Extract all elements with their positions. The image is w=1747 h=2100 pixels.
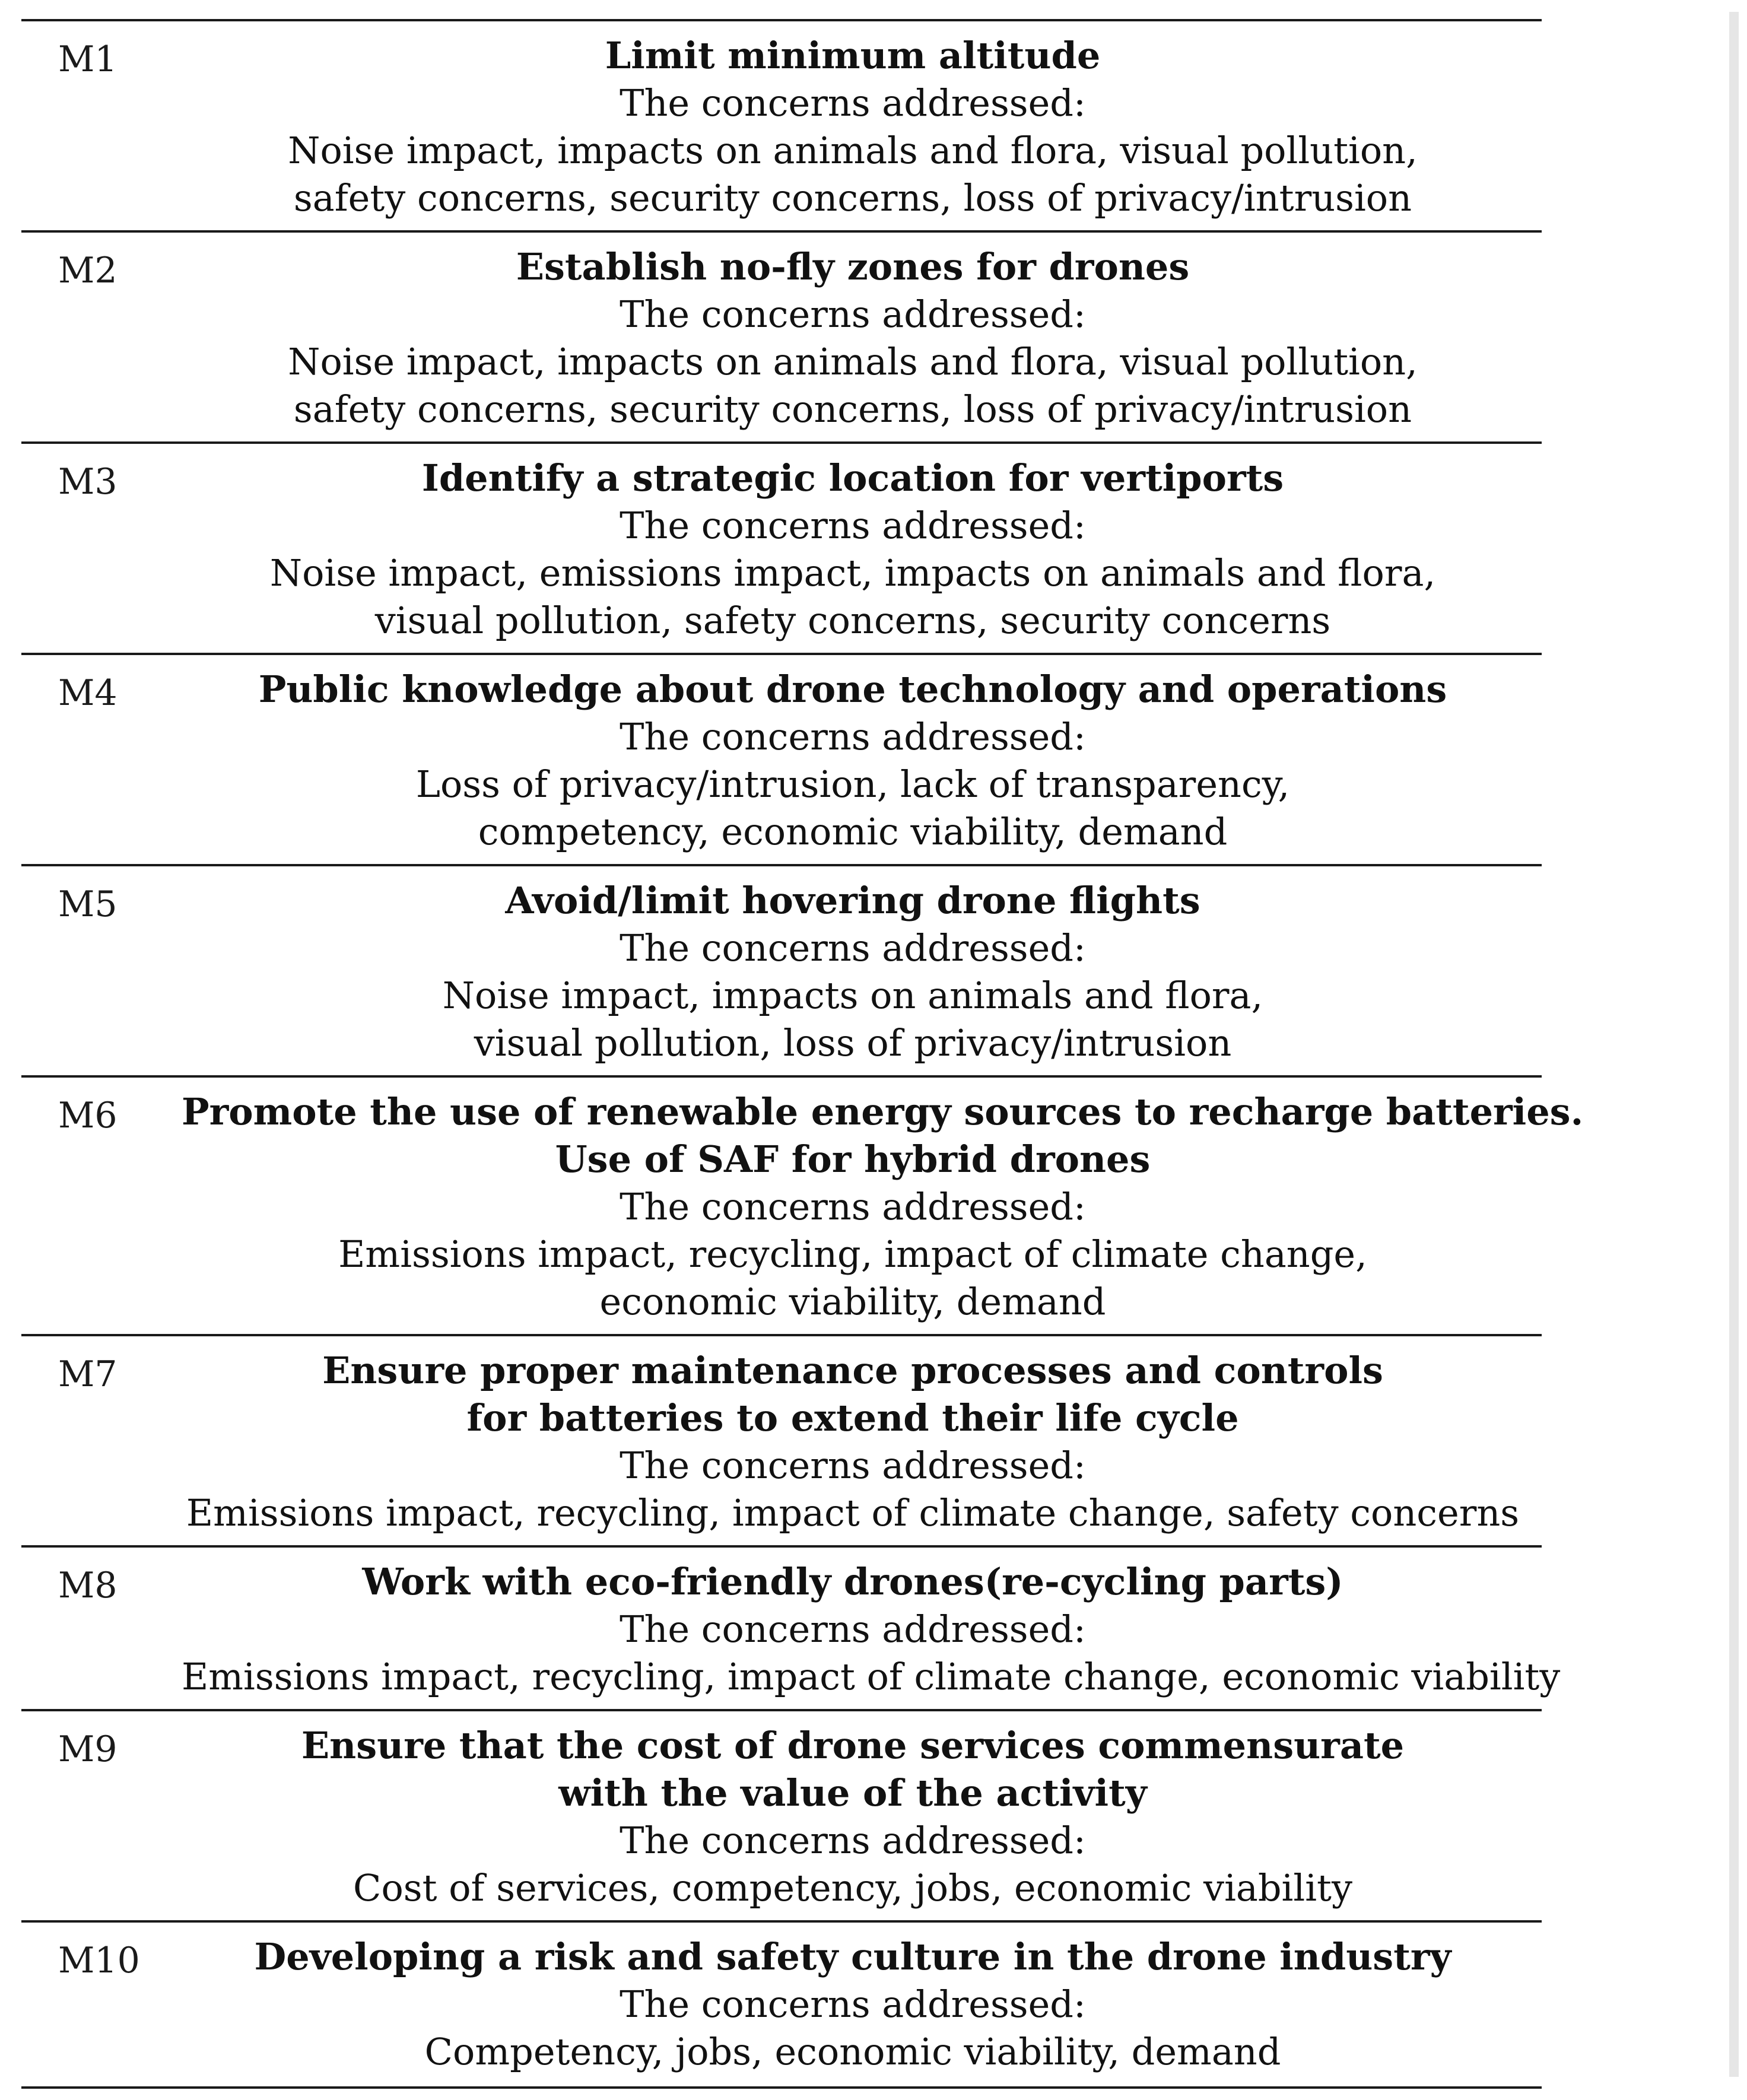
concerns-heading: The concerns addressed: [620,1185,1086,1228]
table-row [21,1336,1542,1545]
concerns-heading: The concerns addressed: [620,504,1086,547]
measures-table [21,19,1584,2089]
measure-title: Identify a strategic location for vertiports [421,456,1284,500]
measure-body [182,1558,1561,1701]
concerns-text: Competency, jobs, economic viability, demand [424,2030,1281,2073]
table-row [21,444,1542,653]
measure-title: for batteries to extend their life cycle [466,1396,1239,1440]
concerns-text: Noise impact, impacts on animals and flora, visual pollution, [288,340,1418,383]
measure-id: M9 [58,1729,117,1770]
measure-title: Ensure proper maintenance processes and controls [322,1349,1383,1392]
measure-id: M7 [58,1354,117,1395]
table-row [21,1923,1542,2086]
concerns-text: Noise impact, emissions impact, impacts on animals and flora, [269,551,1436,595]
measure-body [182,1347,1524,1537]
concerns-heading: The concerns addressed: [620,1819,1086,1862]
table-row [21,1711,1542,1920]
concerns-heading: The concerns addressed: [620,1983,1086,2026]
measure-title: Avoid/limit hovering drone flights [505,879,1200,922]
measure-id: M1 [58,39,117,80]
table-row [21,21,1542,230]
concerns-heading: The concerns addressed: [620,926,1086,970]
measure-body [182,455,1524,644]
measure-body [182,32,1524,222]
concerns-text: Emissions impact, recycling, impact of climate change, safety concerns [186,1491,1520,1535]
measure-title: Developing a risk and safety culture in the drone industry [254,1935,1451,1978]
concerns-heading: The concerns addressed: [620,715,1086,758]
measure-title: Work with eco-friendly drones(re-cycling parts) [362,1560,1343,1603]
measure-body [182,1722,1524,1912]
measure-body [182,243,1524,433]
table-rule [21,2086,1542,2089]
concerns-text: Noise impact, impacts on animals and flora, visual pollution, [288,129,1418,172]
measure-body [182,666,1524,856]
measure-title: Use of SAF for hybrid drones [555,1138,1151,1181]
concerns-text: safety concerns, security concerns, loss of privacy/intrusion [293,176,1412,220]
measure-id: M5 [58,884,117,925]
concerns-text: competency, economic viability, demand [478,810,1228,853]
measure-body [182,1088,1584,1326]
measure-id: M3 [58,461,117,503]
measure-id: M4 [58,672,117,714]
table-row [21,655,1542,864]
measure-id: M2 [58,250,117,291]
concerns-text: Noise impact, impacts on animals and flora, [442,974,1263,1017]
concerns-heading: The concerns addressed: [620,293,1086,336]
measure-id: M6 [58,1095,117,1136]
measure-title: with the value of the activity [558,1771,1147,1815]
vertical-scrollbar[interactable] [1721,0,1747,2100]
scrollbar-thumb[interactable] [1729,12,1739,2077]
measure-title: Public knowledge about drone technology and operations [258,668,1447,711]
table-row [21,233,1542,441]
concerns-heading: The concerns addressed: [620,81,1086,125]
concerns-text: visual pollution, loss of privacy/intrusion [474,1021,1232,1065]
measure-body [182,877,1524,1067]
measure-title: Ensure that the cost of drone services commensurate [301,1724,1405,1767]
concerns-text: Emissions impact, recycling, impact of climate change, economic viability [182,1655,1561,1698]
concerns-text: Loss of privacy/intrusion, lack of transparency, [415,763,1290,806]
concerns-text: safety concerns, security concerns, loss of privacy/intrusion [293,387,1412,431]
measure-title: Establish no-fly zones for drones [516,245,1190,288]
concerns-text: Cost of services, competency, jobs, economic viability [353,1866,1352,1910]
concerns-text: Emissions impact, recycling, impact of climate change, [338,1232,1367,1276]
measure-id: M10 [58,1940,140,1981]
measure-id: M8 [58,1565,117,1606]
table-row [21,866,1542,1075]
concerns-text: visual pollution, safety concerns, security concerns [374,599,1331,642]
table-row [21,1078,1584,1334]
concerns-heading: The concerns addressed: [620,1444,1086,1487]
measure-title: Limit minimum altitude [605,34,1101,77]
concerns-heading: The concerns addressed: [620,1607,1086,1651]
concerns-text: economic viability, demand [599,1280,1106,1323]
measure-title: Promote the use of renewable energy sources to recharge batteries. [182,1090,1584,1133]
measure-body [182,1933,1524,2076]
table-row [21,1548,1561,1709]
